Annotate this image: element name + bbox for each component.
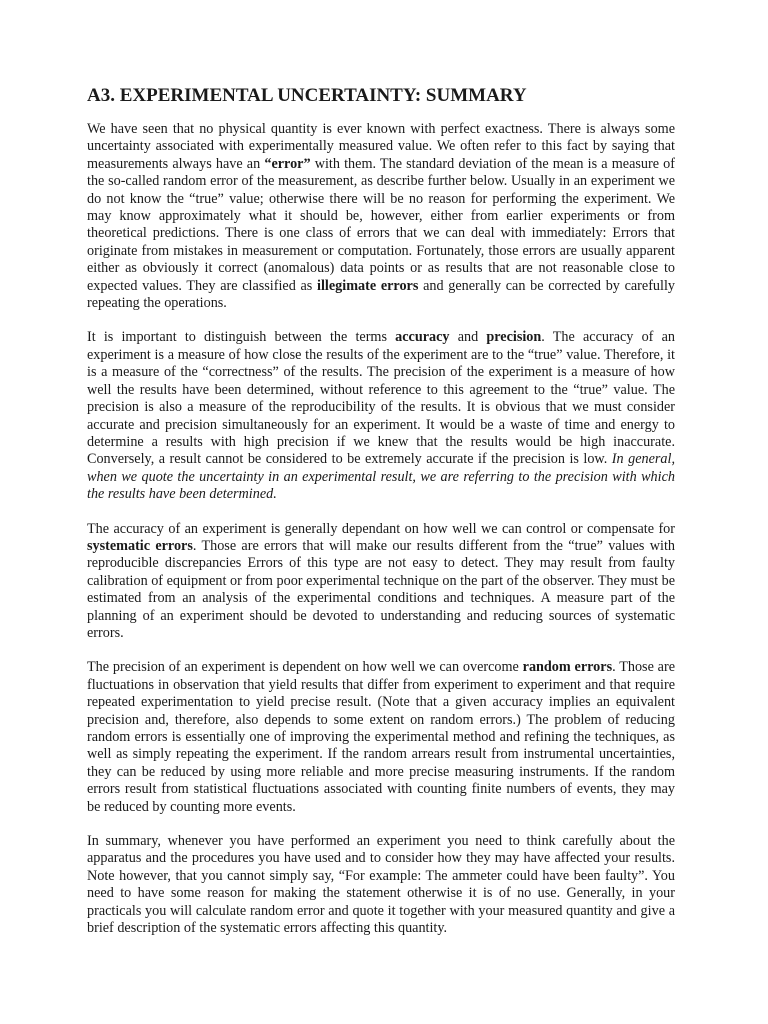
paragraph-text: with them. The standard deviation of the mean is a measure of the so-called random error of the measurement, as describe further below. Usually in an experiment we do not know the “true” value; otherwise there will be no reason for performing the experiment. We may know approximately what it should be, however, either from earlier experiments or from theoretical predictions. There is one class of errors that we can deal with immediately: Errors that originate from mistakes in measurement or computation. Fortunately, those errors are usually apparent either as obviously it correct (anomalous) data points or as results that are not reasonable close to expected values. They are classified as (87, 155, 675, 294)
paragraph-text: We have seen that no physical quantity is ever known with perfect exactness. There is always some uncertainty associated with experimentally measured value. We often refer to this fact by saying that measurements always have an (87, 121, 675, 172)
bold-term: accuracy (395, 329, 450, 346)
paragraph-text: The precision of an experiment is dependent on how well we can overcome (87, 659, 523, 676)
paragraph-text: . The accuracy of an experiment is a measure of how close the results of the experiment are to the “true” value. Therefore, it is a measure of the “correctness” of the results. The precision of the experiment is a measure of how well the results have been determined, without reference to this agreement to the “true” value. The precision is also a measure of the reproducibility of the results. It is obvious that we must consider accurate and precision simultaneously for an experiment. It would be a waste of time and energy to determine a results with high precision if we knew that the results would be high inaccurate. Conversely, a result cannot be considered to be extremely accurate if the precision is low. (87, 329, 675, 468)
paragraph-systematic-errors (87, 521, 675, 643)
paragraph-text: and generally can be corrected by carefully repeating the operations. (87, 277, 675, 312)
document-page (87, 84, 675, 954)
paragraph-text: and (449, 329, 487, 346)
document-body (87, 121, 675, 937)
page-title: A3. EXPERIMENTAL UNCERTAINTY: SUMMARY (87, 85, 527, 106)
bold-term: “error” (264, 155, 311, 172)
bold-term: systematic errors (87, 537, 193, 554)
italic-statement: In general, when we quote the uncertainty in an experimental result, we are referring to the precision with which the results have been determined. (87, 451, 675, 503)
paragraph-text: The accuracy of an experiment is generally dependant on how well we can control or compensate for (87, 520, 675, 537)
bold-term: illegimate errors (317, 277, 419, 294)
paragraph-intro-errors (87, 121, 675, 312)
paragraph-text: . Those are errors that will make our results different from the “true” values with reproducible discrepancies Errors of this type are not easy to detect. They may result from faulty calibration of equipment or from poor experimental technique on the part of the observer. They must be estimated from an analysis of the experimental conditions and techniques. A measure part of the planning of an experiment should be devoted to understanding and reducing sources of systematic errors. (87, 537, 675, 641)
paragraph-text: It is important to distinguish between the terms (87, 329, 396, 346)
paragraph-random-errors (87, 659, 675, 816)
paragraph-text: . Those are fluctuations in observation that yield results that differ from experiment to experiment and that require repeated experimentation to yield precise result. (Note that a given accuracy implies an equivalent precision and, therefore, also depends to some extent on random errors.) The problem of reducing random errors is essentially one of improving the experimental method and refining the techniques, as well as simply repeating the experiment. If the random arrears result from instrumental uncertainties, they can be reduced by using more reliable and more precise measuring instruments. If the random errors result from statistical fluctuations associated with counting finite numbers of events, they may be reduced by counting more events. (87, 659, 676, 815)
paragraph-text: In summary, whenever you have performed an experiment you need to think carefully about the apparatus and the procedures you have used and to consider how they may have affected your results. Note however, that you cannot simply say, “For example: The ammeter could have been faulty”. You need to have some reason for making the statement otherwise it is of no use. Generally, in your practicals you will calculate random error and quote it together with your measured quantity and give a brief description of the systematic errors affecting this quantity. (87, 833, 675, 937)
paragraph-summary (87, 833, 675, 937)
bold-term: random errors (522, 659, 613, 676)
paragraph-accuracy-precision (87, 329, 675, 503)
bold-term: precision (486, 329, 542, 346)
